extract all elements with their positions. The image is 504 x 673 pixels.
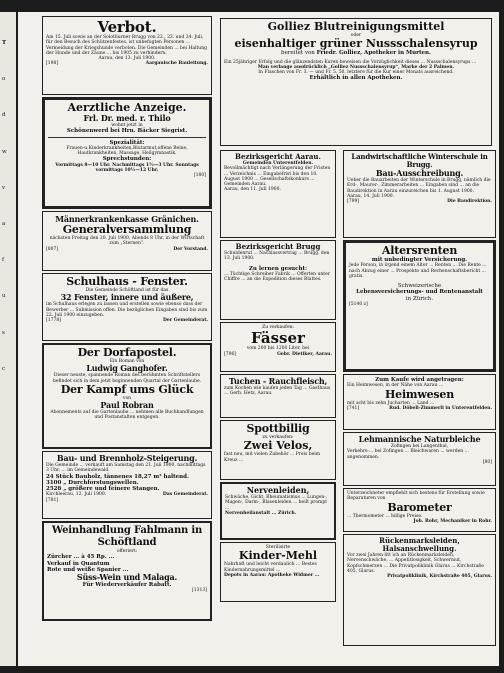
ad-kinder-title: Kinder-Mehl xyxy=(238,549,318,563)
edge-fragment: f xyxy=(2,257,5,264)
ad-aerzt-spez: Frauen-u.Kinderkrankheiten,Blutarmut,offene Beine, Hautkrankheiten, Massage, Heilgymnastik. xyxy=(66,145,188,156)
ad-lehmann-sub: Zofingen bei Langenthal, xyxy=(390,444,449,449)
edge-fragment: a xyxy=(2,221,6,228)
ad-rueckenmark-body: Vor zwei Jahren litt ich an Rückenmarksleiden, Nervenschwäche, ... Appetitlosigkeit, Schwermut, Kopfschmerzen ... Die Privatpoliklinik Glarus ... Kirchstraße 405, Glarus. xyxy=(347,553,484,574)
ad-wein-ref: [1313] xyxy=(192,588,207,594)
ad-lehmann-ref: [80] xyxy=(482,459,492,465)
edge-fragment: T xyxy=(2,40,7,46)
ad-kauf-sign: Rud. Döbeli-Zimmerli in Unterentfelden. xyxy=(389,405,492,411)
ad-golliez xyxy=(220,18,492,148)
ad-schulhaus-body: im Schulhaus erlegen zu lassen und erstellen sowie ebenso dass der Bewerber ... Submission offen. Die bezüglichen Eingaben sind bis zum 22. Juli 1900 einzugeben. xyxy=(46,302,208,318)
ad-lernen-title: Zu lernen gesucht: xyxy=(248,265,308,272)
ad-kauf xyxy=(343,374,496,430)
ad-verbot-sign: Aargauische Bauleitung. xyxy=(145,61,208,67)
ad-aerzt-addr: wohnt jetzt in xyxy=(111,123,143,128)
ad-dorfapostel-foot: Abonnements auf die Gartenlaube ... nehmen alle Buchhandlungen und Postanstalten entgegen. xyxy=(50,410,204,421)
ad-alter-sub: mit unbedingter Versicherung. xyxy=(371,257,468,263)
ad-faesser-pre: Zu verkaufen: xyxy=(262,325,294,330)
left-edge-fragments xyxy=(2,40,14,372)
ad-alter-title: Altersrenten xyxy=(381,244,458,257)
ad-spottbillig xyxy=(220,420,336,480)
ad-wein-line-1: Verkauf in Quantum xyxy=(47,560,110,567)
ad-nerven-body: Schwäche, Gicht, Rheumatismus ... Lungen-, Magen-, Darm-, Blasenleiden ... heilt prompt ... xyxy=(225,495,328,511)
ad-dorfapostel-body: Dieser neuste, spannende Roman des berühmten Schriftstellers befindet sich in dem jetzt beginnenden Quartal der Gartenlaube. xyxy=(52,373,202,384)
ad-maenner-title: Männerkrankenkasse Gränichen. xyxy=(55,214,199,224)
ad-barometer-title: Barometer xyxy=(387,500,452,514)
ad-maennerkrankenkasse xyxy=(42,211,212,271)
ad-barometer-pre: Unterzeichneter empfiehlt sich bestens für Erstellung sowie Reparaturen von xyxy=(347,491,485,502)
ad-kauf-body: Ein Heimwesen, in der Nähe von Aarau ... xyxy=(347,383,444,389)
ad-nerven-title: Nervenleiden, xyxy=(246,485,310,495)
ad-aerzt-ref: [180] xyxy=(193,173,206,179)
ad-brugg-body: Schuldenruf ... Nachlassvertrag ... Brugg, den 13. Juli 1900. xyxy=(224,251,330,262)
ad-altersrenten xyxy=(343,240,496,372)
ad-holz-line3: 2528 „ größere und feinere Stangen. xyxy=(46,486,160,492)
ad-bezirk-ref: Aarau, den 11. Juli 1900. xyxy=(224,187,281,193)
ad-alter-org1: Schweizerische xyxy=(397,283,442,290)
ad-spott-big: Zwei Velos, xyxy=(243,439,313,453)
ad-brugg-title: Bezirksgericht Brugg xyxy=(235,242,321,251)
ad-landwirt-title: Landwirtschaftliche Winterschule in Brugg. xyxy=(351,152,488,169)
ad-faesser-body: vom 200 bis 1200 Liter, bei xyxy=(246,346,310,352)
ad-verbot-ref: [198] xyxy=(46,61,59,67)
ad-aerzt-place: Schönenwerd bei Hrn. Bäcker Siegrist. xyxy=(66,128,188,135)
ad-schulhaus-big: 32 Fenster, innere und äußere, xyxy=(60,292,194,303)
ad-lehmann-title: Lehmannische Naturbleiche xyxy=(358,434,481,444)
ad-kauf-foot: mit acht bis zehn Jucharten ... Land ... xyxy=(347,400,435,406)
ad-schulhaus-sign: Der Gemeinderat. xyxy=(163,318,208,324)
column-left xyxy=(42,16,212,623)
column-right xyxy=(343,150,496,648)
ad-golliez-maker: Friedr. Golliez, Apotheker in Murten. xyxy=(316,50,431,57)
edge-fragment: o xyxy=(2,76,6,83)
ad-faesser xyxy=(220,322,336,372)
edge-fragment: u xyxy=(2,293,6,300)
ad-verbot xyxy=(42,16,212,95)
ad-holz-place: Kirchleerau, 12. Juli 1900. xyxy=(46,492,107,498)
ad-wein-line-3: Süss-Wein und Malaga. xyxy=(76,571,178,582)
ad-aerzt-sprech-label: Sprechstunden: xyxy=(102,156,152,163)
ad-lernen-body: ... Tüchtige Schreiber Fabrik ... Offerten unter Chiffre ... an die Expedition dieses Blattes. xyxy=(224,271,330,283)
edge-fragment: w xyxy=(2,148,7,155)
ad-nerven-ref: Nervenheilanstalt ... Zürich. xyxy=(225,510,297,516)
ad-general-title: Generalversammlung xyxy=(62,223,192,236)
ad-landwirt-date: Aarau, 14. Juli 1900. xyxy=(347,193,395,199)
ad-aerzt-sprech: Vormittags 8—10 Uhr. Nachmittags 1½—3 Uhr. Sonntags vormittags 10½—12 Uhr. xyxy=(55,162,199,173)
ad-golliez-warn: Man verlange ausdrücklich „Golliez Nussschalensyrup“, Marke der 2 Palmen. xyxy=(257,64,455,70)
ad-wein-title: Weinhandlung Fahlmann in Schöftland xyxy=(51,525,203,548)
ad-rueckenmark-sign: Privatpoliklinik, Kirchstraße 405, Glarus. xyxy=(387,574,492,580)
ad-aerzt-name: Frl. Dr. med. r. Thilo xyxy=(83,113,171,123)
ad-golliez-body: Ein 25jähriger Erfolg und die glänzendsten Kuren beweisen die Vorzüglichkeit dieses ... Nussschalensyrups ... xyxy=(224,59,477,65)
ad-kauf-big: Heimwesen xyxy=(384,387,455,401)
ad-schulhaus-ref: [1778] xyxy=(46,318,61,324)
ad-golliez-sub2: eisenhaltiger grüner Nussschalensyrup xyxy=(234,37,478,51)
ad-golliez-avail: Erhältlich in allen Apotheken. xyxy=(309,75,403,82)
ad-holz-line2: 3100 „ Durchforstungswellen. xyxy=(46,479,139,486)
ad-spott-body: fast neu, mit vielen Zubehör ... Preis beim Kreuz ... xyxy=(224,452,320,463)
ad-aerzt-title: Aerztliche Anzeige. xyxy=(67,101,187,114)
ad-golliez-title: Golliez Blutreinigungsmittel xyxy=(267,20,445,33)
ad-kinder-body: Nahrhaft und leicht verdaulich ... Bestes Kindernahrungsmittel ... xyxy=(224,562,317,573)
ad-holz-steigerung xyxy=(42,451,212,519)
ad-holz-ref: [781] xyxy=(46,497,59,503)
ad-dorfapostel-author2: Paul Robran xyxy=(100,400,154,411)
ad-lehmann-body: Verkehrs-... bei Zofingen ... Bleichwaren ... werden ... angenommen. xyxy=(347,449,469,460)
ad-faesser-title: Fässer xyxy=(251,329,305,348)
ad-holz-sign: Das Gemeinderat. xyxy=(162,492,208,498)
ad-verbot-title: Verbot. xyxy=(97,18,157,36)
ad-kauf-ref: [741] xyxy=(347,405,360,411)
ad-holz-body: Die Gemeinde ... verkauft am Samstag den 21. Juli 1900, nachmittags 3 Uhr, ... im Gemeindewald. xyxy=(46,463,206,474)
ad-holz-title: Bau- und Brennholz-Steigerung. xyxy=(56,453,198,463)
ad-golliez-price: In Flaschen von Fr. 3. — und Fr. 5. 50, letztere für die Kur einer Monats ausreichend. xyxy=(258,70,454,76)
ad-landwirt-sign: Die Baudirektion. xyxy=(447,199,492,205)
ad-verbot-body: Am 15. Juli sowie an der Solothurner Brugg von 22., 23. und 24. Juli, für den Besuch des Schützenfestes, ist unbefugten Personen ... Vermeidung der Kriegshunde verboten. Die Gemeinden ... bei Haltung der Hunde und der Zäune ... bis 1905 zu verhindern. xyxy=(46,35,207,56)
ad-alter-org3: in Zürich. xyxy=(405,295,434,302)
ad-nervenleiden xyxy=(220,482,336,540)
ad-dorfapostel-author: Ludwig Ganghofer. xyxy=(86,363,168,374)
ad-wein-foot: Für Wiederverkäufer Rabatt. xyxy=(82,581,172,588)
ad-lehmann xyxy=(343,432,496,486)
ad-wein-line-2: Rote und weiße Spanier ... xyxy=(47,566,129,573)
ad-spott-sub: zu verkaufen: xyxy=(262,435,294,440)
ad-dorfapostel-title: Der Dorfapostel. xyxy=(77,346,177,359)
ad-verbot-date: Aarau, den 13. Juli 1900. xyxy=(98,56,156,62)
ad-rueckenmark-title: Rückenmarksleiden, Halsanschwellung. xyxy=(379,536,460,553)
ad-golliez-maker-pre: bereitet von xyxy=(281,50,315,57)
ad-bezirksgericht-aarau xyxy=(220,150,336,238)
ad-aerzt-spez-label: Spezialität: xyxy=(109,139,145,146)
ad-tuchen-title: Tuchen - Rauchfleisch, xyxy=(228,376,328,386)
edge-fragment: v xyxy=(2,184,6,191)
ad-wein-line-0: Zürcher ... à 45 Rp. ... xyxy=(47,554,115,561)
ad-weinhandlung xyxy=(42,521,212,621)
ad-faesser-sign: Gebr. Dietiker, Aarau. xyxy=(277,351,332,357)
ad-aerztliche-anzeige xyxy=(42,97,212,209)
ad-wein-sub: offeriert: xyxy=(116,549,138,554)
ad-dorfapostel-author2-pre: von xyxy=(122,395,132,401)
ad-barometer xyxy=(343,488,496,532)
ad-dorfapostel-title2: Der Kampf ums Glück xyxy=(60,382,194,396)
ad-dorfapostel-author-pre: Ein Roman von xyxy=(109,359,145,364)
ad-landwirtschaft xyxy=(343,150,496,238)
ad-bezirksgericht-brugg xyxy=(220,240,336,320)
ad-golliez-sub1: oder xyxy=(350,33,362,38)
ad-alter-body: Jede Person, in irgend einem Alter ... Renten ... Die Rente ... nach Abzug einer ... Prospekte und Rechenschaftsbericht ... gratis. xyxy=(349,263,487,279)
ad-alter-ref: [5140 z] xyxy=(349,301,368,307)
ad-alter-org2: Lebensversicherungs- und Rentenanstalt xyxy=(356,289,483,296)
ad-dorfapostel xyxy=(42,343,212,449)
ad-kinder-pre: Sterilisirte xyxy=(265,545,291,550)
edge-fragment: c xyxy=(2,365,6,372)
ad-bezirk-sub: Gemeinden Unterentfelden. xyxy=(242,161,314,166)
ad-bezirk-title: Bezirksgericht Aarau. xyxy=(235,152,321,161)
ad-landwirt-sub: Bau-Ausschreibung. xyxy=(375,168,464,178)
ad-tuchen xyxy=(220,374,336,418)
ad-schulhaus-fenster xyxy=(42,273,212,341)
ad-landwirt-body: Ueber die Bauarbeiten der Winterschule in Brugg, nämlich die Erd-, Maurer-, Zimmerarbeiten ... Eingaben sind ... an die Baudirektion in Aarau einzureichen bis 1. August 1900. xyxy=(347,178,491,194)
ad-kinder-sign: Depots in Aarau: Apotheke Widmer ... xyxy=(224,572,320,578)
ad-faesser-ref: [796] xyxy=(224,351,237,357)
ad-rueckenmark xyxy=(343,534,496,646)
ad-kauf-title: Zum Kaufe wird angetragen: xyxy=(375,377,464,383)
ad-general-sign: Der Vorstand. xyxy=(173,246,208,252)
ad-landwirt-ref: [799] xyxy=(347,199,360,205)
ad-general-ref: [807] xyxy=(46,246,59,252)
ad-schulhaus-sub: Die Gemeinde Schöftland ist für das xyxy=(85,288,169,293)
ad-kindermehl xyxy=(220,542,336,602)
ad-barometer-body: ... Thermometer ... billige Preise. xyxy=(347,513,423,519)
ad-holz-line1: 24 Stück Bauholz, tännenes 18,27 m³ haltend. xyxy=(46,473,189,480)
edge-fragment: d xyxy=(2,112,6,119)
ad-barometer-sign: Joh. Rohr, Mechaniker in Rohr. xyxy=(413,518,492,524)
ad-spott-title: Spottbillig xyxy=(246,422,310,435)
edge-fragment: s xyxy=(2,329,5,336)
column-middle xyxy=(220,150,336,604)
ad-tuchen-body: zum Kochen wie kaufen jeden Tag ... Gasthaus ... Gerb. Hetz, Aarau. xyxy=(224,386,331,397)
ad-schulhaus-title: Schulhaus - Fenster. xyxy=(66,275,188,288)
ad-bezirk-body: Bevollmächtigt nach Verlängerung der Fristen ... Verzeichnis ... Eingabefrist bis den 10. August 1900 ... Gesellschaftskonkurs ... Gemeinden Aarau. xyxy=(224,166,331,188)
ad-general-body: nächsten Freitag den 20. Juli 1900, Abends 8 Uhr, in der Wirtschaft zum „Sternen“. xyxy=(49,236,205,247)
